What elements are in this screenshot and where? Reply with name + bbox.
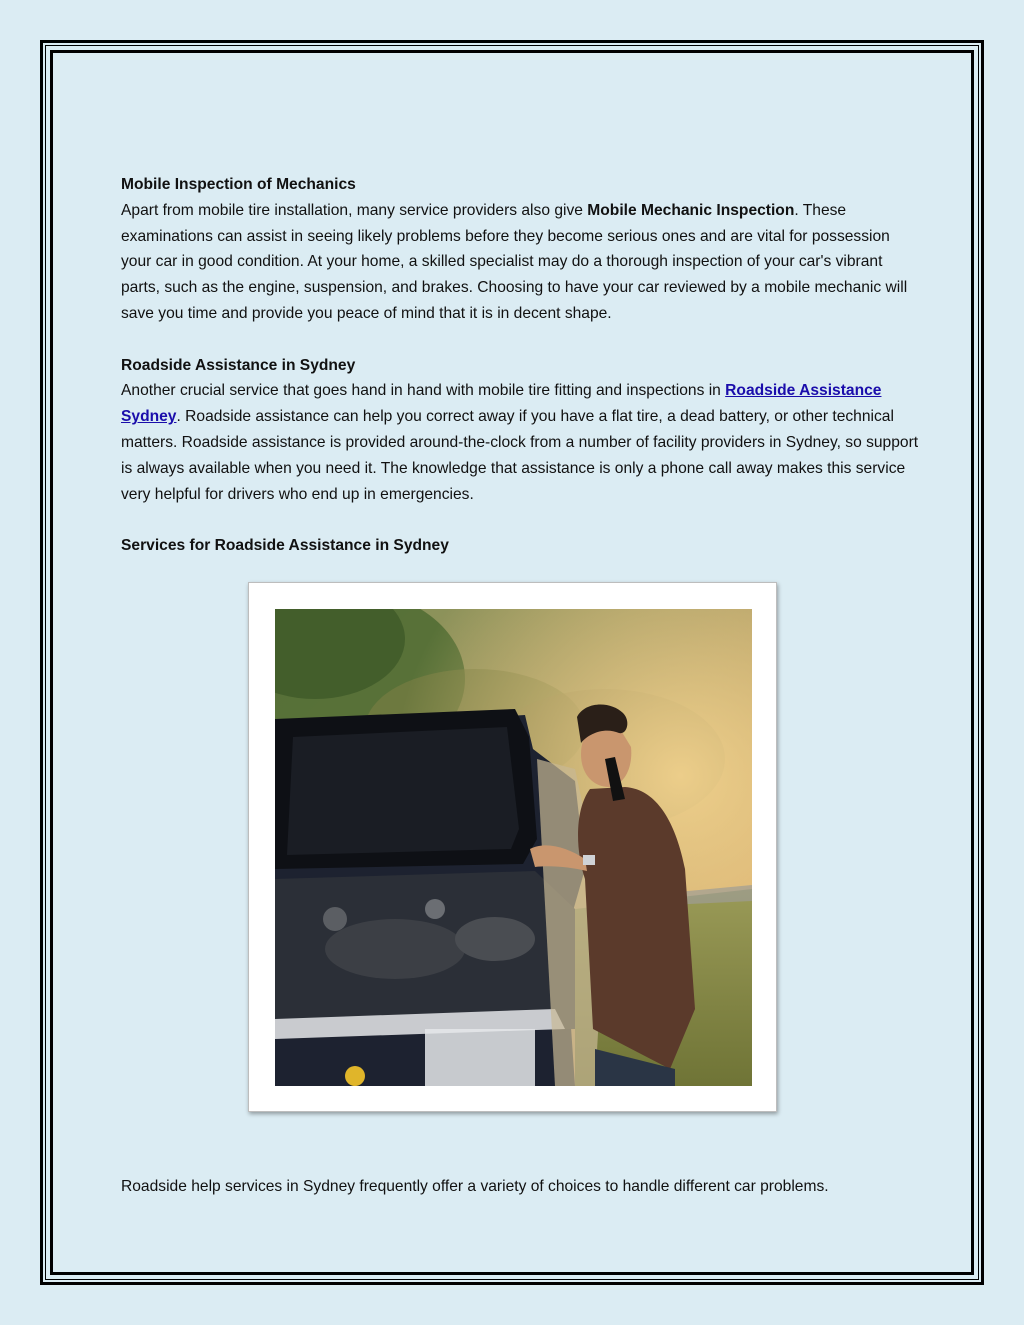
paragraph-text: Apart from mobile tire installation, many service providers also give bbox=[121, 201, 588, 219]
roadside-assistance-sydney-link[interactable]: Roadside Assistance Sydney bbox=[121, 382, 882, 426]
paragraph-text: . These examinations can assist in seeing likely problems before they become serious ones and are vital for possession your car in good condition. At your home, a skilled specialist may do a thorough inspection of your car's vibrant parts, such as the engine, suspension, and brakes. Choosing to have your car reviewed by a mobile mechanic will save you time and provide you peace of mind that it is in decent shape. bbox=[121, 201, 908, 322]
paragraph-gap bbox=[121, 507, 921, 533]
document-body bbox=[121, 172, 921, 559]
bold-phrase-mobile-mechanic-inspection: Mobile Mechanic Inspection bbox=[587, 201, 795, 219]
section-heading-roadside-assistance: Roadside Assistance in Sydney bbox=[121, 356, 356, 374]
photo-frame bbox=[248, 582, 777, 1112]
paragraph-mobile-inspection bbox=[121, 198, 921, 327]
car-breakdown-photo bbox=[275, 609, 752, 1086]
footer-paragraph: Roadside help services in Sydney frequently offer a variety of choices to handle different car problems. bbox=[121, 1177, 829, 1195]
section-heading-services: Services for Roadside Assistance in Sydney bbox=[121, 537, 449, 555]
paragraph-text: . Roadside assistance can help you correct away if you have a flat tire, a dead battery, or other technical matters. Roadside assistance is provided around-the-clock from a number of facility providers in Sydney, so support is always available when you need it. The knowledge that assistance is only a phone call away makes this service very helpful for drivers who end up in emergencies. bbox=[121, 408, 919, 503]
paragraph-roadside-assistance bbox=[121, 378, 921, 507]
section-heading-mobile-inspection: Mobile Inspection of Mechanics bbox=[121, 176, 356, 193]
paragraph-text: Another crucial service that goes hand in hand with mobile tire fitting and inspections in bbox=[121, 382, 726, 400]
paragraph-gap bbox=[121, 327, 921, 353]
